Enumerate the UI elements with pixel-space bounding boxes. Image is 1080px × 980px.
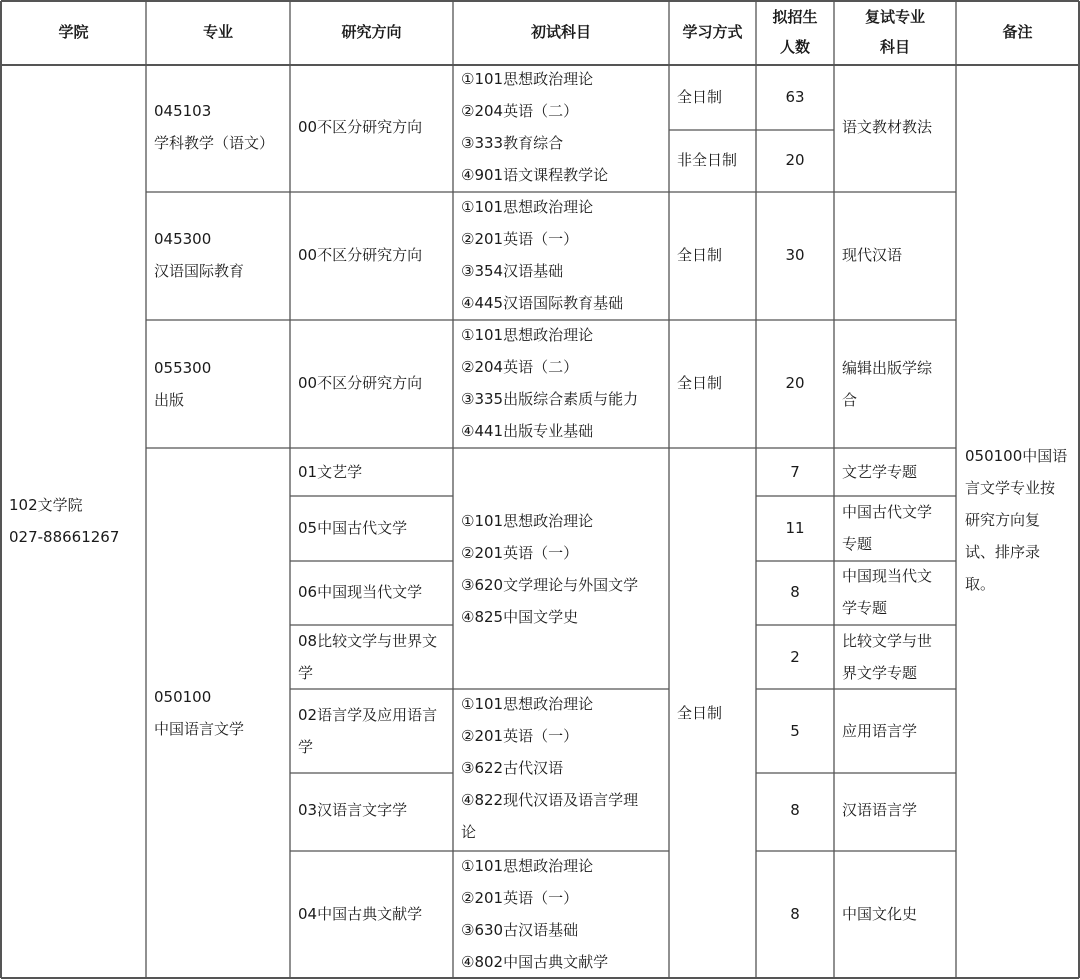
header-college: 学院 (58, 23, 89, 41)
direction-cell: 02语言学及应用语言 学 (298, 706, 438, 756)
header-quota: 拟招生 人数 (772, 8, 818, 56)
exam-subjects: ①101思想政治理论 ②201英语（一） ③620文学理论与外国文学 ④825中国文学史 (461, 512, 639, 626)
quota: 20 (785, 374, 805, 392)
quota: 8 (790, 905, 800, 923)
quota: 7 (790, 463, 800, 481)
study-mode: 全日制 (677, 374, 723, 392)
direction-cell: 01文艺学 (298, 463, 363, 481)
retest-subject: 中国古代文学 专题 (842, 503, 933, 553)
exam-subjects: ①101思想政治理论 ②201英语（一） ③630古汉语基础 ④802中国古典文献学 (461, 857, 609, 971)
retest-subject: 汉语语言学 (842, 801, 918, 819)
study-mode: 全日制 (677, 88, 723, 106)
retest-subject: 比较文学与世 界文学专题 (842, 632, 933, 682)
retest-subject: 文艺学专题 (842, 463, 918, 481)
retest-subject: 应用语言学 (842, 722, 918, 740)
retest-subject: 语文教材教法 (842, 118, 933, 136)
college-phone: 027-88661267 (9, 528, 120, 546)
major-055300: 055300 出版 (154, 359, 212, 409)
direction-cell: 06中国现当代文学 (298, 583, 423, 601)
retest-subject: 中国文化史 (842, 905, 918, 923)
major-050100: 050100 中国语言文学 (154, 688, 245, 738)
quota: 5 (790, 722, 800, 740)
direction-cell: 04中国古典文献学 (298, 905, 423, 923)
quota: 2 (790, 648, 800, 666)
exam-subjects: ①101思想政治理论 ②201英语（一） ③622古代汉语 ④822现代汉语及语言学理 论 (461, 695, 639, 841)
college-name: 102文学院 (9, 496, 83, 514)
direction-cell: 08比较文学与世界文 学 (298, 632, 438, 682)
header-direction: 研究方向 (341, 23, 402, 41)
exam-subjects: ①101思想政治理论 ②201英语（一） ③354汉语基础 ④445汉语国际教育基础 (461, 198, 624, 312)
header-exam-subjects: 初试科目 (530, 23, 591, 41)
header-major: 专业 (202, 23, 233, 41)
exam-subjects: ①101思想政治理论 ②204英语（二） ③335出版综合素质与能力 ④441出版专业基础 (461, 326, 639, 440)
header-study-mode: 学习方式 (682, 23, 743, 41)
direction-cell: 00不区分研究方向 (298, 118, 423, 136)
direction-cell: 00不区分研究方向 (298, 246, 423, 264)
retest-subject: 编辑出版学综 合 (842, 359, 933, 409)
direction-cell: 05中国古代文学 (298, 519, 408, 537)
retest-subject: 中国现当代文 学专题 (842, 567, 933, 617)
quota: 30 (785, 246, 805, 264)
retest-subject: 现代汉语 (842, 246, 903, 264)
quota: 8 (790, 583, 800, 601)
study-mode: 全日制 (677, 704, 723, 722)
quota: 8 (790, 801, 800, 819)
quota: 63 (785, 88, 805, 106)
direction-cell: 03汉语言文字学 (298, 801, 408, 819)
quota: 11 (785, 519, 805, 537)
exam-subjects: ①101思想政治理论 ②204英语（二） ③333教育综合 ④901语文课程教学论 (461, 70, 609, 184)
major-045103: 045103 学科教学（语文） (154, 102, 275, 152)
note-cell: 050100中国语 言文学专业按 研究方向复 试、排序录 取。 (965, 447, 1068, 593)
study-mode: 全日制 (677, 246, 723, 264)
header-retest-subject: 复试专业 科目 (864, 8, 925, 56)
quota: 20 (785, 151, 805, 169)
study-mode: 非全日制 (677, 151, 738, 169)
header-note: 备注 (1002, 23, 1033, 41)
major-045300: 045300 汉语国际教育 (154, 230, 245, 280)
direction-cell: 00不区分研究方向 (298, 374, 423, 392)
college-cell (9, 489, 119, 553)
